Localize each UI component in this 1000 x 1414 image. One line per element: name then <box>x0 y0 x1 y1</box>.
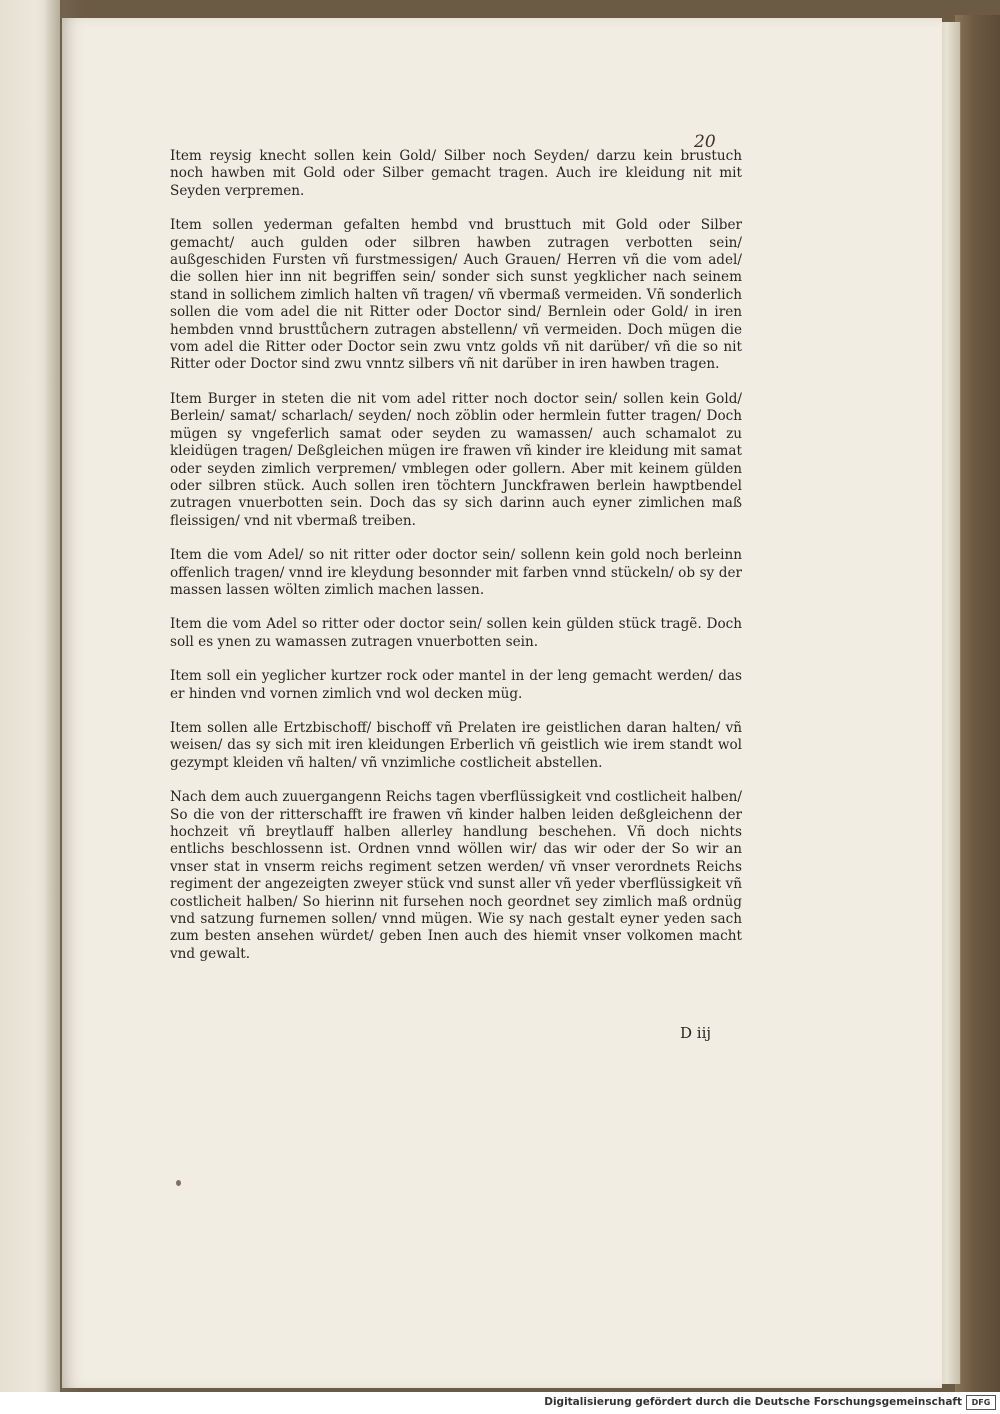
paragraph: Item reysig knecht sollen kein Gold/ Silber noch Seyden/ darzu kein brustuch noch hawben mit Gold oder Silber gemacht tragen. Auch ire kleidung nit mit Seyden verpremen. <box>170 148 742 199</box>
signature-mark: D iij <box>680 1024 712 1042</box>
paragraph: Item soll ein yeglicher kurtzer rock oder mantel in der leng gemacht werden/ das er hinden vnd vornen zimlich vnd wol decken müg. <box>170 668 742 702</box>
footer-bar <box>0 1392 1000 1414</box>
paragraph: Item die vom Adel so ritter oder doctor sein/ sollen kein gülden stück tragẽ. Doch soll es ynen zu wamassen zutragen vnuerbotten sein. <box>170 616 742 650</box>
paragraph: Item die vom Adel/ so nit ritter oder doctor sein/ sollenn kein gold noch berleinn offenlich tragen/ vnnd ire kleydung besonnder mit farben vnnd stückeln/ ob sy der massen lassen wölten zimlich machen lassen. <box>170 547 742 598</box>
dfg-logo: DFG <box>966 1395 996 1410</box>
folio-number: 20 <box>694 132 716 152</box>
paragraph: Nach dem auch zuuergangenn Reichs tagen vberflüssigkeit vnd costlicheit halben/ So die von der ritterschafft ire frawen vñ kinder halben leiden deßgleichenn der hochzeit vñ breytlauff halben allerley handlung beschehen. Vñ doch nichts entlichs beschlossenn ist. Ordnen vnnd wöllen wir/ das wir oder der So wir an vnser stat in vnserm reichs regiment setzen werden/ vñ vnser verordnets Reichs regiment der angezeigten zweyer stück vnd sunst aller vñ yeder vberflüssigkeit vñ costlicheit halben/ So hierinn nit fursehen noch geordnet sey zimlich maß ordnüg vnd satzung furnemen sollen/ vnnd mügen. Wie sy nach gestalt eyner yeden sach zum besten ansehen würdet/ geben Inen auch des hiemit vnser volkomen macht vnd gewalt. <box>170 789 742 962</box>
book-cover-edge <box>955 15 1000 1392</box>
paper-speck <box>176 1180 181 1186</box>
paragraph: Item sollen yederman gefalten hembd vnd brusttuch mit Gold oder Silber gemacht/ auch gulden oder silbren hawben zutragen verbotten sein/ außgeschiden Fursten vñ furstmessigen/ Auch Grauen/ Herren vñ die vom adel/ die sollen hier inn nit begriffen sein/ sonder sich sunst yegklicher nach seinem stand in sollichem zimlich halten vñ tragen/ vñ vbermaß vermeiden. Vñ sonderlich sollen die vom adel die nit Ritter oder Doctor sind/ Bernlein oder Gold/ in iren hembden vnnd brusttůchern zutragen abstellenn/ vñ vermeiden. Doch mügen die vom adel die Ritter oder Doctor sein zwu vntz golds vñ nit darüber/ vñ die so nit Ritter oder Doctor sind zwu vnntz silbers vñ nit darüber in iren hawben tragen. <box>170 217 742 373</box>
paragraph: Item Burger in steten die nit vom adel ritter noch doctor sein/ sollen kein Gold/ Berlein/ samat/ scharlach/ seyden/ noch zöblin oder hermlein futter tragen/ Doch mügen sy vngeferlich samat oder seyden zu wamassen/ auch schamalot zu kleidügen tragen/ Deßgleichen mügen ire frawen vñ kinder ire kleidung mit samat oder seyden zimlich verpremen/ vmblegen oder gollern. Aber mit keinem gülden oder silbren stück. Auch sollen iren töchtern Junckfrawen berlein hawptbendel zutragen vnuerbotten sein. Doch das sy sich darinn auch eyner zimlichen maß fleissigen/ vnd nit vbermaß treiben. <box>170 390 742 529</box>
footer-credit: Digitalisierung gefördert durch die Deutsche Forschungsgemeinschaft <box>544 1396 962 1408</box>
paragraph: Item sollen alle Ertzbischoff/ bischoff vñ Prelaten ire geistlichen daran halten/ vñ weisen/ das sy sich mit iren kleidungen Erberlich vñ geistlich wie irem standt wol gezympt kleiden vñ halten/ vñ vnzimliche costlicheit abstellen. <box>170 719 742 771</box>
text-block <box>170 148 742 980</box>
